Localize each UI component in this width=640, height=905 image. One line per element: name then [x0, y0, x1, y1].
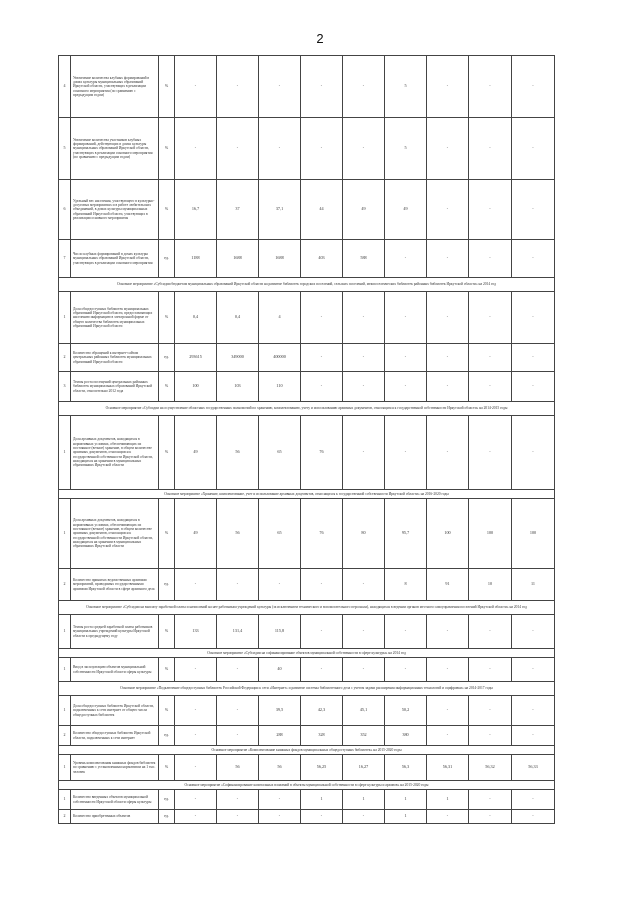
- value-cell: 16,27: [343, 755, 385, 781]
- value-cell: -: [385, 416, 427, 490]
- value-cell: -: [469, 344, 512, 372]
- value-cell: -: [427, 615, 469, 649]
- value-cell: 5: [385, 56, 427, 118]
- unit-cell: ед.: [159, 344, 175, 372]
- table-row: [59, 372, 555, 402]
- value-cell: -: [469, 790, 512, 810]
- value-cell: 76: [301, 499, 343, 569]
- row-number: 3: [59, 372, 71, 402]
- section-title: Основное мероприятие «Субсидии на осуществление областных государственных полномочий по хранению, комплектованию, учету и использованию архивных документов, относящихся к государственной собственности Иркутской области» на 2014-2015 годы: [59, 402, 555, 416]
- value-cell: 95,7: [385, 499, 427, 569]
- row-number: 1: [59, 696, 71, 726]
- value-cell: -: [301, 569, 343, 601]
- unit-cell: %: [159, 118, 175, 180]
- indicator-name: Доля общедоступных библиотек муниципальных образований Иркутской области, предоставляющих населению информацию в электронной форме от общего количества библиотек муниципальных образований Иркутской области: [71, 292, 159, 344]
- table-row: [59, 810, 555, 824]
- section-title: Основное мероприятие «Софинансирование капитальных вложений в объекты муниципальной собственности в сфере культуры и архивов» на 2015-2020 годы: [59, 781, 555, 790]
- section-row: [59, 682, 555, 696]
- table-row: [59, 726, 555, 746]
- section-row: [59, 746, 555, 755]
- section-row: [59, 649, 555, 658]
- unit-cell: %: [159, 56, 175, 118]
- indicator-name: Увеличение количества клубных формирований в домах культуры муниципальных образований Иркутской области, участвующих в реализации основного мероприятия (по сравнению с предыдущим годом): [71, 56, 159, 118]
- value-cell: -: [343, 658, 385, 682]
- value-cell: 349000: [217, 344, 259, 372]
- unit-cell: %: [159, 372, 175, 402]
- value-cell: -: [385, 240, 427, 278]
- value-cell: -: [469, 180, 512, 240]
- value-cell: -: [469, 292, 512, 344]
- value-cell: -: [427, 372, 469, 402]
- row-number: 1: [59, 790, 71, 810]
- value-cell: 56: [217, 755, 259, 781]
- value-cell: 91: [427, 569, 469, 601]
- value-cell: -: [512, 292, 555, 344]
- value-cell: -: [512, 790, 555, 810]
- value-cell: -: [385, 292, 427, 344]
- section-row: [59, 601, 555, 615]
- value-cell: -: [259, 810, 301, 824]
- value-cell: -: [301, 292, 343, 344]
- value-cell: 37: [217, 180, 259, 240]
- row-number: 1: [59, 416, 71, 490]
- value-cell: 588: [343, 240, 385, 278]
- unit-cell: %: [159, 416, 175, 490]
- value-cell: -: [217, 790, 259, 810]
- table-row: [59, 344, 555, 372]
- value-cell: 49: [175, 416, 217, 490]
- section-row: [59, 402, 555, 416]
- value-cell: -: [301, 810, 343, 824]
- value-cell: 49: [385, 180, 427, 240]
- value-cell: -: [469, 416, 512, 490]
- value-cell: -: [175, 790, 217, 810]
- value-cell: -: [385, 658, 427, 682]
- value-cell: 1: [301, 790, 343, 810]
- value-cell: -: [469, 56, 512, 118]
- value-cell: -: [217, 658, 259, 682]
- value-cell: 328: [301, 726, 343, 746]
- value-cell: -: [427, 118, 469, 180]
- unit-cell: ед.: [159, 569, 175, 601]
- value-cell: 65: [259, 416, 301, 490]
- value-cell: 56,25: [301, 755, 343, 781]
- value-cell: 288: [259, 726, 301, 746]
- value-cell: 56,33: [512, 755, 555, 781]
- table-row: [59, 755, 555, 781]
- value-cell: -: [343, 615, 385, 649]
- value-cell: -: [259, 790, 301, 810]
- value-cell: -: [343, 416, 385, 490]
- value-cell: -: [385, 372, 427, 402]
- value-cell: -: [469, 240, 512, 278]
- value-cell: -: [427, 292, 469, 344]
- value-cell: -: [343, 56, 385, 118]
- indicators-table: [58, 55, 555, 824]
- value-cell: 1: [343, 790, 385, 810]
- value-cell: 49: [343, 180, 385, 240]
- value-cell: 56,3: [385, 755, 427, 781]
- value-cell: -: [512, 240, 555, 278]
- value-cell: -: [217, 118, 259, 180]
- indicator-name: Количество введенных объектов муниципальной собственности Иркутской области сферы культуры: [71, 790, 159, 810]
- indicator-name: Ввод в эксплуатацию объектов муниципальной собственности Иркутской области сферы культуры: [71, 658, 159, 682]
- row-number: 2: [59, 810, 71, 824]
- value-cell: -: [175, 696, 217, 726]
- value-cell: 50,2: [385, 696, 427, 726]
- value-cell: 1688: [259, 240, 301, 278]
- value-cell: 40: [259, 658, 301, 682]
- table-row: [59, 569, 555, 601]
- indicator-name: Количество приобретенных объектов: [71, 810, 159, 824]
- value-cell: 10: [469, 569, 512, 601]
- indicator-name: Доля архивных документов, находящихся в нормативных условиях, обеспечивающих их постоянное (вечное) хранение, в общем количестве архивных документов, относящихся к государственной собственности Иркутской области, находящихся на хранении в муниципальных образованиях Иркутской области: [71, 499, 159, 569]
- value-cell: -: [217, 696, 259, 726]
- value-cell: 403: [301, 240, 343, 278]
- row-number: 6: [59, 180, 71, 240]
- section-title: Основное мероприятие «Субсидии бюджетам муниципальных образований Иркутской области на развитие библиотек городских поселений, сельских поселений, межпоселенческих библиотек районных библиотек Иркутской области» на 2014 год: [59, 278, 555, 292]
- unit-cell: %: [159, 615, 175, 649]
- indicator-name: Количество принятых ведомственных архивами мероприятий, проводимых государственными архивами Иркутской области в сфере архивного дела: [71, 569, 159, 601]
- value-cell: -: [512, 615, 555, 649]
- value-cell: 131,4: [217, 615, 259, 649]
- value-cell: 1: [385, 810, 427, 824]
- section-title: Основное мероприятие «Субсидии на софинансирование объектов муниципальной собственности в сфере культуры» на 2014 год: [59, 649, 555, 658]
- row-number: 4: [59, 56, 71, 118]
- indicator-name: Число клубных формирований в домах культуры муниципальных образований Иркутской области, участвующих в реализации основного мероприятия: [71, 240, 159, 278]
- indicator-name: Темпы роста средней заработной платы работников муниципальных учреждений культуры Иркутской области к предыдущему году: [71, 615, 159, 649]
- value-cell: -: [343, 372, 385, 402]
- value-cell: -: [512, 372, 555, 402]
- row-number: 7: [59, 240, 71, 278]
- value-cell: -: [343, 344, 385, 372]
- value-cell: 4: [259, 292, 301, 344]
- unit-cell: ед.: [159, 240, 175, 278]
- value-cell: -: [469, 696, 512, 726]
- page-number: 2: [316, 31, 324, 46]
- value-cell: 56,32: [469, 755, 512, 781]
- indicator-name: Доля архивных документов, находящихся в нормативных условиях, обеспечивающих их постоянное (вечное) хранение, в общем количестве архивных документов, относящихся к государственной собственности Иркутской области, находящихся на хранении в муниципальных образованиях Иркутской области: [71, 416, 159, 490]
- indicator-name: Уровень комплектования книжных фондов библиотек по сравнению с установленным нормативом на 1 тыс. человек: [71, 755, 159, 781]
- value-cell: 1: [427, 790, 469, 810]
- value-cell: -: [385, 615, 427, 649]
- row-number: 1: [59, 615, 71, 649]
- value-cell: -: [385, 344, 427, 372]
- value-cell: 352: [343, 726, 385, 746]
- value-cell: 110: [259, 372, 301, 402]
- value-cell: -: [512, 118, 555, 180]
- value-cell: -: [301, 118, 343, 180]
- value-cell: 100: [469, 499, 512, 569]
- value-cell: -: [301, 372, 343, 402]
- table-row: [59, 240, 555, 278]
- unit-cell: ед.: [159, 726, 175, 746]
- value-cell: -: [175, 56, 217, 118]
- value-cell: -: [343, 569, 385, 601]
- row-number: 1: [59, 755, 71, 781]
- unit-cell: ед.: [159, 790, 175, 810]
- section-title: Основное мероприятие «Комплектование книжных фондов муниципальных общедоступных библиотек» на 2015-2020 годы: [59, 746, 555, 755]
- value-cell: 56: [217, 499, 259, 569]
- value-cell: -: [427, 344, 469, 372]
- section-row: [59, 781, 555, 790]
- value-cell: 133: [175, 615, 217, 649]
- value-cell: -: [175, 118, 217, 180]
- value-cell: 115,8: [259, 615, 301, 649]
- value-cell: 11: [512, 569, 555, 601]
- unit-cell: ед.: [159, 810, 175, 824]
- indicator-name: Темпы роста посещений центральных районных библиотек муниципальных образований Иркутской области, относительно 2012 года: [71, 372, 159, 402]
- value-cell: 76: [301, 416, 343, 490]
- table-row: [59, 658, 555, 682]
- unit-cell: %: [159, 292, 175, 344]
- table-row: [59, 615, 555, 649]
- value-cell: 1188: [175, 240, 217, 278]
- value-cell: -: [427, 240, 469, 278]
- table-row: [59, 696, 555, 726]
- section-title: Основное мероприятие «Хранение, комплектование, учет и использование архивных документов, относящихся к государственной собственности Иркутской области» на 2016-2020 годы: [59, 490, 555, 499]
- section-row: [59, 490, 555, 499]
- table-row: [59, 180, 555, 240]
- value-cell: 293615: [175, 344, 217, 372]
- value-cell: 56: [259, 755, 301, 781]
- value-cell: -: [469, 726, 512, 746]
- table-row: [59, 416, 555, 490]
- value-cell: 56,31: [427, 755, 469, 781]
- row-number: 5: [59, 118, 71, 180]
- value-cell: -: [427, 56, 469, 118]
- indicator-name: Доля общедоступных библиотек Иркутской области, подключенных к сети интернет от общего числа общедоступных библиотек: [71, 696, 159, 726]
- value-cell: -: [217, 569, 259, 601]
- unit-cell: %: [159, 696, 175, 726]
- value-cell: -: [175, 810, 217, 824]
- value-cell: 37,1: [259, 180, 301, 240]
- value-cell: -: [469, 658, 512, 682]
- value-cell: -: [427, 180, 469, 240]
- value-cell: -: [301, 615, 343, 649]
- row-number: 2: [59, 726, 71, 746]
- value-cell: -: [217, 56, 259, 118]
- value-cell: 45,1: [343, 696, 385, 726]
- table-row: [59, 499, 555, 569]
- value-cell: 1: [385, 790, 427, 810]
- value-cell: -: [427, 416, 469, 490]
- unit-cell: %: [159, 180, 175, 240]
- value-cell: 5: [385, 118, 427, 180]
- value-cell: -: [175, 726, 217, 746]
- value-cell: -: [512, 416, 555, 490]
- row-number: 2: [59, 569, 71, 601]
- value-cell: 0,4: [175, 292, 217, 344]
- unit-cell: %: [159, 499, 175, 569]
- value-cell: -: [512, 56, 555, 118]
- value-cell: -: [512, 810, 555, 824]
- value-cell: -: [259, 56, 301, 118]
- row-number: 2: [59, 344, 71, 372]
- value-cell: 56: [217, 416, 259, 490]
- value-cell: -: [301, 344, 343, 372]
- value-cell: -: [469, 372, 512, 402]
- value-cell: -: [469, 118, 512, 180]
- table-row: [59, 790, 555, 810]
- value-cell: -: [259, 569, 301, 601]
- value-cell: -: [512, 658, 555, 682]
- value-cell: -: [217, 810, 259, 824]
- value-cell: 39,5: [259, 696, 301, 726]
- value-cell: -: [512, 344, 555, 372]
- row-number: 1: [59, 658, 71, 682]
- value-cell: -: [175, 569, 217, 601]
- value-cell: 100: [427, 499, 469, 569]
- value-cell: 44: [301, 180, 343, 240]
- value-cell: -: [217, 726, 259, 746]
- value-cell: 16,7: [175, 180, 217, 240]
- row-number: 1: [59, 292, 71, 344]
- unit-cell: %: [159, 755, 175, 781]
- value-cell: 100: [512, 499, 555, 569]
- value-cell: -: [301, 56, 343, 118]
- section-title: Основное мероприятие «Подключение общедоступных библиотек Российской Федерации к сети «Интернет» и развитие системы библиотечного дела с учетом задачи расширения информационных технологий и оцифровки» на 2014-2017 годы: [59, 682, 555, 696]
- value-cell: 400000: [259, 344, 301, 372]
- value-cell: 103: [217, 372, 259, 402]
- value-cell: -: [469, 615, 512, 649]
- indicator-name: Увеличение количества участников клубных формирований, действующих в домах культуры муниципальных образований Иркутской области, участвующих в реализации основного мероприятия (по сравнению с предыдущим годом): [71, 118, 159, 180]
- section-title: Основное мероприятие «Субсидии на выплату заработной платы и начислений на нее работникам учреждений культуры (за исключением технического и вспомогательного персонала), находящихся в ведении органов местного самоуправления поселений Иркутской области» на 2014 год: [59, 601, 555, 615]
- value-cell: -: [427, 658, 469, 682]
- indicator-name: Количество общедоступных библиотек Иркутской области, подключенных к сети интернет: [71, 726, 159, 746]
- value-cell: -: [343, 292, 385, 344]
- value-cell: -: [512, 696, 555, 726]
- value-cell: -: [343, 810, 385, 824]
- value-cell: 1688: [217, 240, 259, 278]
- value-cell: -: [301, 658, 343, 682]
- section-row: [59, 278, 555, 292]
- indicator-name: Количество обращений к интернет-сайтам центральных районных библиотек муниципальных образований Иркутской области: [71, 344, 159, 372]
- value-cell: -: [469, 810, 512, 824]
- value-cell: -: [427, 810, 469, 824]
- value-cell: 8: [385, 569, 427, 601]
- value-cell: 49: [175, 499, 217, 569]
- indicator-name: Удельный вес населения, участвующего в культурно-досуговых мероприятиях и в работе любительских объединений, в домах культуры муниципальных образований Иркутской области, участвующих в реализации основного мероприятия: [71, 180, 159, 240]
- value-cell: -: [343, 118, 385, 180]
- value-cell: -: [427, 696, 469, 726]
- table-row: [59, 56, 555, 118]
- value-cell: -: [175, 658, 217, 682]
- value-cell: -: [259, 118, 301, 180]
- value-cell: 100: [175, 372, 217, 402]
- value-cell: -: [427, 726, 469, 746]
- table-row: [59, 292, 555, 344]
- value-cell: 42,3: [301, 696, 343, 726]
- value-cell: -: [512, 726, 555, 746]
- row-number: 1: [59, 499, 71, 569]
- table-row: [59, 118, 555, 180]
- value-cell: 65: [259, 499, 301, 569]
- value-cell: -: [175, 755, 217, 781]
- value-cell: 380: [385, 726, 427, 746]
- value-cell: 80: [343, 499, 385, 569]
- value-cell: 0,4: [217, 292, 259, 344]
- value-cell: -: [512, 180, 555, 240]
- unit-cell: %: [159, 658, 175, 682]
